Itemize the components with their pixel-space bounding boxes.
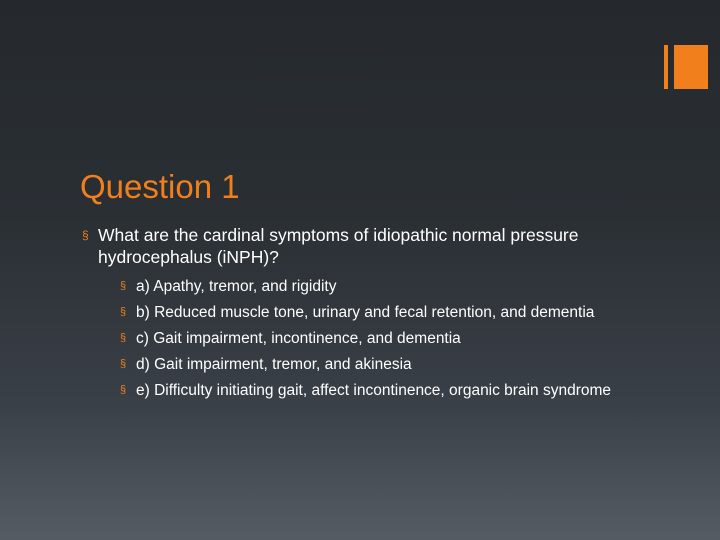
answer-option-a (118, 276, 640, 297)
answer-options-list (80, 276, 640, 401)
bullet-icon: § (120, 306, 127, 318)
bullet-icon: § (120, 384, 127, 396)
answer-option-text: c) Gait impairment, incontinence, and dementia (136, 330, 461, 347)
answer-option-text: e) Difficulty initiating gait, affect incontinence, organic brain syndrome (136, 382, 612, 399)
answer-option-text: a) Apathy, tremor, and rigidity (136, 278, 337, 295)
bullet-icon: § (120, 280, 127, 292)
accent-bar-thin (664, 45, 668, 89)
question-item (80, 224, 640, 268)
bullet-icon: § (120, 358, 127, 370)
answer-option-b (118, 302, 640, 323)
answer-option-text: d) Gait impairment, tremor, and akinesia (136, 356, 412, 373)
answer-option-d (118, 354, 640, 375)
answer-option-text: b) Reduced muscle tone, urinary and fecal retention, and dementia (136, 304, 595, 321)
slide-title: Question 1 (80, 168, 240, 205)
accent-bar-thick (674, 45, 708, 89)
bullet-icon: § (82, 228, 89, 242)
bullet-icon: § (120, 332, 127, 344)
answer-option-c (118, 328, 640, 349)
slide-content (80, 224, 640, 406)
question-text: What are the cardinal symptoms of idiopathic normal pressure hydrocephalus (iNPH)? (98, 225, 579, 267)
answer-option-e (118, 380, 640, 401)
